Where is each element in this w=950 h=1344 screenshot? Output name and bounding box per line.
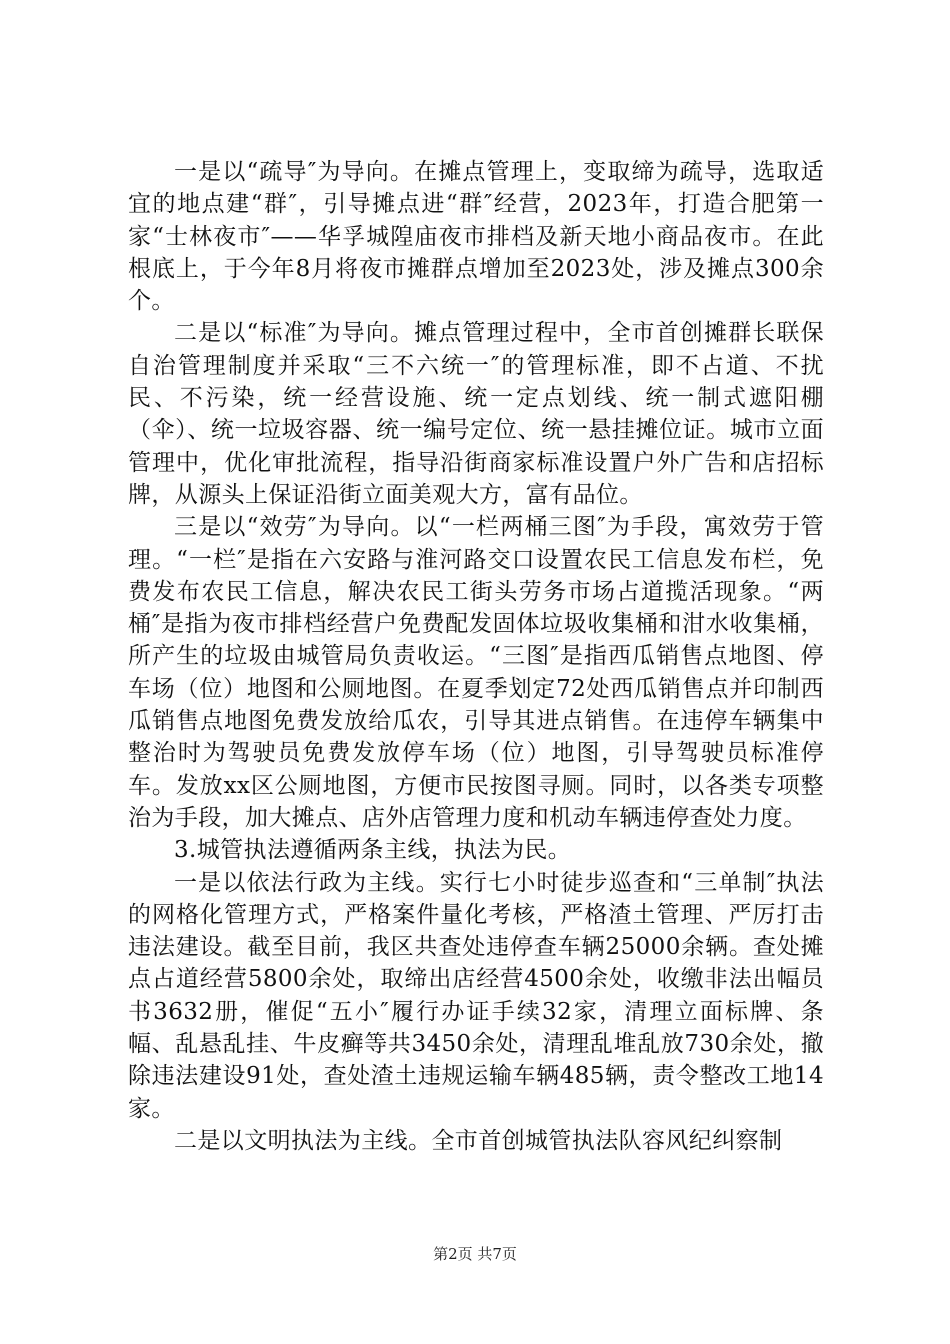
document-body (128, 156, 824, 1157)
section-heading-law-enforcement: 3.城管执法遵循两条主线，执法为民。 (174, 837, 572, 864)
paragraph-standards: 二是以“标准″为导向。摊点管理过程中，全市首创摊群长联保自治管理制度并采取“三不六统一″的管理标准，即不占道、不扰民、不污染，统一经营设施、统一定点划线、统一制式遮阳棚（伞）、统一垃圾容器、统一编号定位、统一悬挂摊位证。城市立面管理中，优化审批流程，指导沿街商家标准设置户外广告和店招标牌，从源头上保证沿街立面美观大方，富有品位。 (128, 320, 824, 508)
paragraph-administration-by-law: 一是以依法行政为主线。实行七小时徒步巡查和“三单制″执法的网格化管理方式，严格案件量化考核，严格渣土管理、严厉打击违法建设。截至目前，我区共查处违停查车辆25000余辆。查处摊点占道经营5800余处，取缔出店经营4500余处，收缴非法出幅员书3632册，催促“五小″履行办证手续32家，清理立面标牌、条幅、乱悬乱挂、牛皮癣等共3450余处，清理乱堆乱放730余处，撤除违法建设91处，查处渣土违规运输车辆485辆，责令整改工地14家。 (128, 869, 824, 1122)
paragraph-service: 三是以“效劳″为导向。以“一栏两桶三图″为手段，寓效劳于管理。“一栏″是指在六安路与淮河路交口设置农民工信息发布栏，免费发布农民工信息，解决农民工街头劳务市场占道揽活现象。“两桶″是指为夜市排档经营户免费配发固体垃圾收集桶和泔水收集桶，所产生的垃圾由城管局负责收运。“三图″是指西瓜销售点地图、停车场（位）地图和公厕地图。在夏季划定72处西瓜销售点并印制西瓜销售点地图免费发放给瓜农，引导其进点销售。在违停车辆集中整治时为驾驶员免费发放停车场（位）地图，引导驾驶员标准停车。发放xx区公厕地图，方便市民按图寻厕。同时，以各类专项整治为手段，加大摊点、店外店管理力度和机动车辆违停查处力度。 (128, 514, 824, 831)
paragraph-guidance: 一是以“疏导″为导向。在摊点管理上，变取缔为疏导，选取适宜的地点建“群″，引导摊点进“群″经营，2023年，打造合肥第一家“士林夜市″——华孚城隍庙夜市排档及新天地小商品夜市。在此根底上，于今年8月将夜市摊群点增加至2023处，涉及摊点300余个。 (128, 159, 824, 315)
paragraph-civil-enforcement: 二是以文明执法为主线。全市首创城管执法队容风纪纠察制 (174, 1127, 783, 1154)
page-footer: 第2页 共7页 (433, 1245, 517, 1263)
